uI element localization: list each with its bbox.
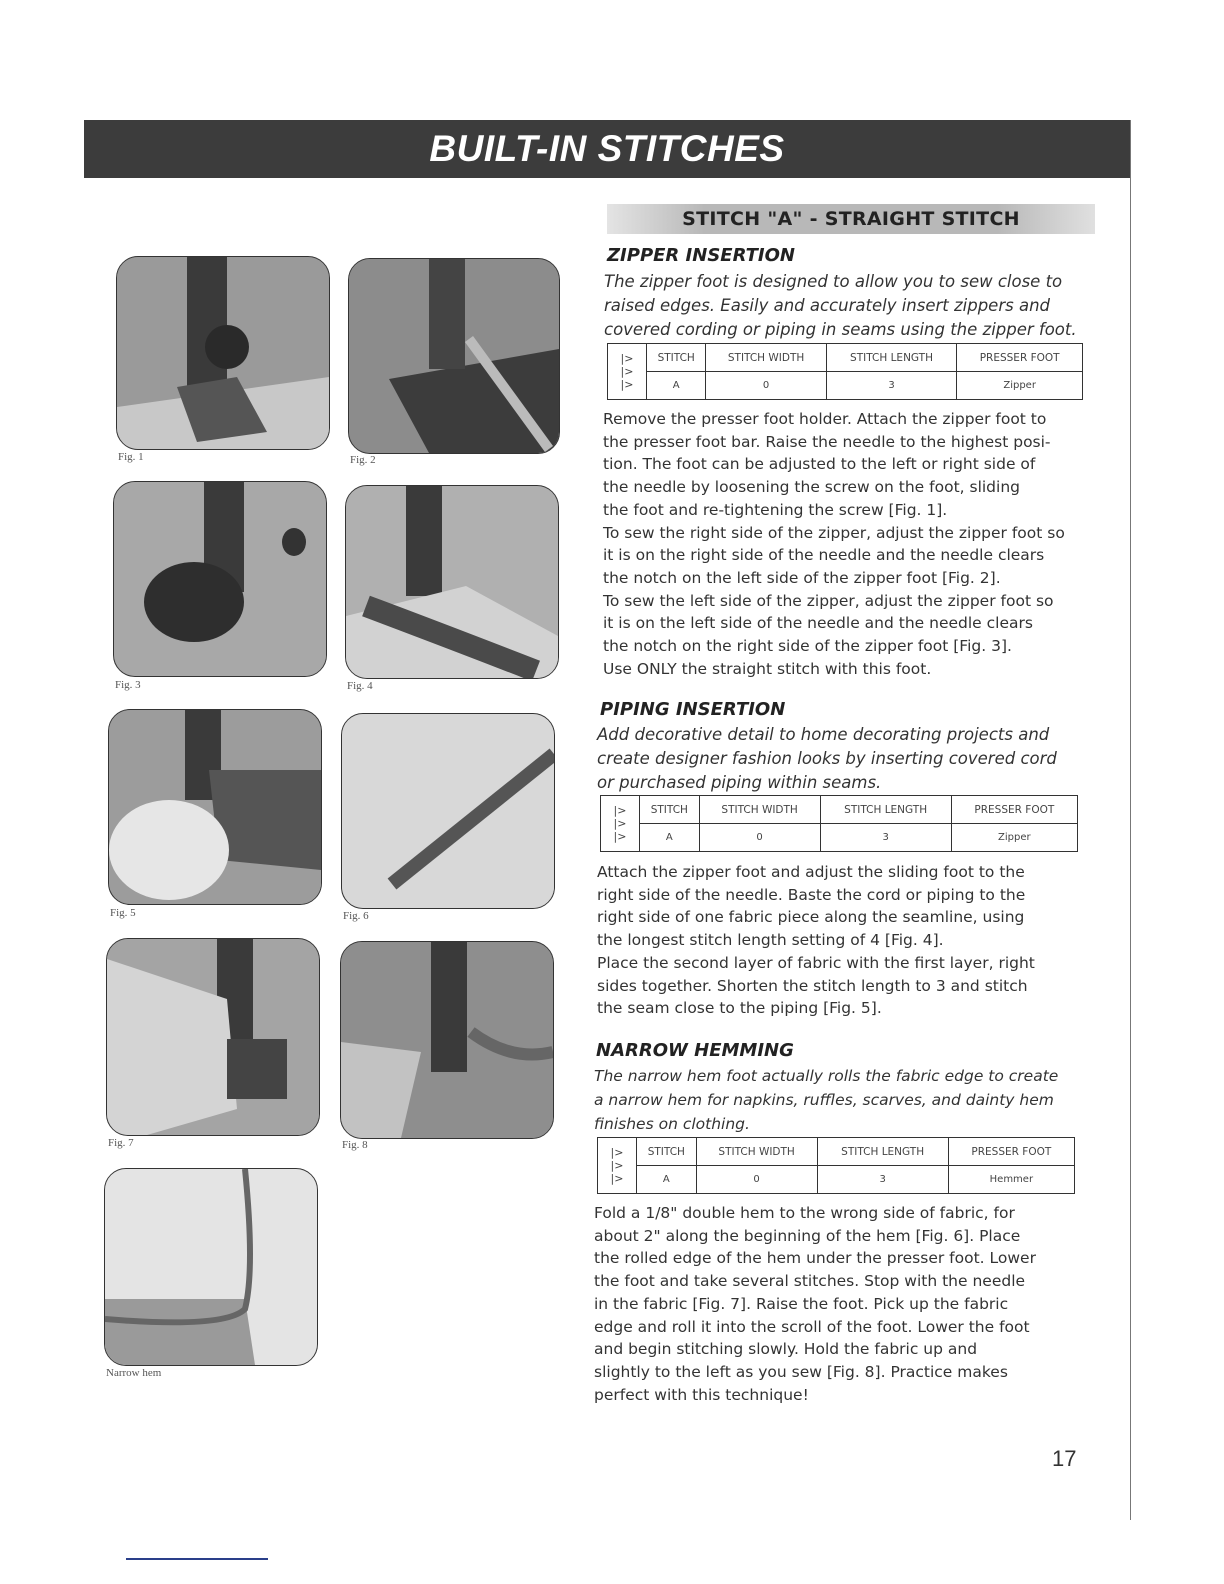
table-header: STITCH WIDTH [696, 1138, 817, 1166]
table-header: STITCH WIDTH [706, 344, 826, 372]
table-cell: 3 [820, 824, 951, 852]
figure-caption: Fig. 4 [347, 680, 373, 692]
table-cell: 3 [817, 1166, 948, 1194]
stitch-pattern-icon: |> |> |> [598, 1138, 637, 1194]
hemming-intro: The narrow hem foot actually rolls the fabric edge to create a narrow hem for napkins, ruffles, scarves, and dainty hem finishes on clothing. [594, 1067, 1059, 1133]
figure-caption: Fig. 5 [110, 907, 136, 919]
stitch-pattern-icon: |> |> |> [601, 796, 640, 852]
piping-intro: Add decorative detail to home decorating projects and create designer fashion looks by inserting covered cord or purchased piping within seams. [597, 725, 1057, 792]
piping-stitch-table [600, 795, 1078, 852]
table-cell: 0 [699, 824, 820, 852]
table-header: PRESSER FOOT [951, 796, 1077, 824]
table-cell: A [640, 824, 700, 852]
table-header: STITCH WIDTH [699, 796, 820, 824]
figure-1-photo [116, 256, 330, 450]
figure-caption: Fig. 2 [350, 454, 376, 466]
table-header: STITCH [640, 796, 700, 824]
figure-8-photo [340, 941, 554, 1139]
hemming-stitch-table [597, 1137, 1075, 1194]
zipper-intro: The zipper foot is designed to allow you to sew close to raised edges. Easily and accurately insert zippers and covered cording or piping in seams using the zipper foot. [604, 272, 1077, 339]
zipper-heading: ZIPPER INSERTION [607, 245, 795, 266]
figure-5-photo [108, 709, 322, 905]
piping-body: Attach the zipper foot and adjust the sliding foot to the right side of the needle. Baste the cord or piping to the right side of one fabric piece along the seamline, using the longest stitch length setting of 4 [Fig. 4]. Place the second layer of fabric with the first layer, right sides together. Shorten the stitch length to 3 and stitch the seam close to the piping [Fig. 5]. [597, 863, 1035, 1018]
table-header: STITCH LENGTH [826, 344, 957, 372]
zipper-body: Remove the presser foot holder. Attach the zipper foot to the presser foot bar. Raise the needle to the highest posi- tion. The foot can be adjusted to the left or right side of the needle by loosening the screw on the foot, sliding the foot and re-tightening the screw [Fig. 1]. To sew the right side of the zipper, adjust the zipper foot so it is on the right side of the needle and the needle clears the notch on the left side of the zipper foot [Fig. 2]. To sew the left side of the zipper, adjust the zipper foot so it is on the left side of the needle and the needle clears the notch on the right side of the zipper foot [Fig. 3]. Use ONLY the straight stitch with this foot. [603, 410, 1065, 678]
narrow-hem-photo [104, 1168, 318, 1366]
table-header: STITCH [647, 344, 706, 372]
figure-caption: Fig. 7 [108, 1137, 134, 1149]
table-cell: Hemmer [948, 1166, 1074, 1194]
figure-caption: Fig. 6 [343, 910, 369, 922]
page-title: BUILT-IN STITCHES [429, 128, 785, 169]
title-bar [84, 120, 1130, 178]
table-cell: Zipper [957, 372, 1083, 400]
figure-6-photo [341, 713, 555, 909]
figure-caption: Narrow hem [106, 1367, 162, 1379]
figure-3-photo [113, 481, 327, 677]
hemming-heading: NARROW HEMMING [596, 1040, 794, 1061]
table-header: STITCH [637, 1138, 697, 1166]
figure-caption: Fig. 3 [115, 679, 141, 691]
table-cell: Zipper [951, 824, 1077, 852]
table-header: STITCH LENGTH [820, 796, 951, 824]
hemming-body: Fold a 1/8" double hem to the wrong side of fabric, for about 2" along the beginning of the hem [Fig. 6]. Place the rolled edge of the hem under the presser foot. Lower the foot and take several stitches. Stop with the needle in the fabric [Fig. 7]. Raise the foot. Pick up the fabric edge and roll it into the scroll of the foot. Lower the foot and begin stitching slowly. Hold the fabric up and slightly to the left as you sew [Fig. 8]. Practice makes perfect with this technique! [594, 1204, 1036, 1404]
table-cell: A [637, 1166, 697, 1194]
table-cell: 3 [826, 372, 957, 400]
figure-4-photo [345, 485, 559, 679]
footer-rule [126, 1558, 268, 1560]
table-header: PRESSER FOOT [948, 1138, 1074, 1166]
figure-caption: Fig. 8 [342, 1139, 368, 1151]
figure-7-photo [106, 938, 320, 1136]
section-title: STITCH "A" - STRAIGHT STITCH [682, 208, 1020, 230]
table-cell: 0 [696, 1166, 817, 1194]
table-header: PRESSER FOOT [957, 344, 1083, 372]
stitch-pattern-icon: |> |> |> [608, 344, 647, 400]
piping-heading: PIPING INSERTION [600, 699, 786, 720]
table-cell: 0 [706, 372, 826, 400]
figure-2-photo [348, 258, 560, 454]
table-cell: A [647, 372, 706, 400]
zipper-stitch-table [607, 343, 1083, 400]
table-header: STITCH LENGTH [817, 1138, 948, 1166]
figure-caption: Fig. 1 [118, 451, 144, 463]
section-banner [607, 204, 1095, 234]
page-number: 17 [1052, 1446, 1077, 1471]
